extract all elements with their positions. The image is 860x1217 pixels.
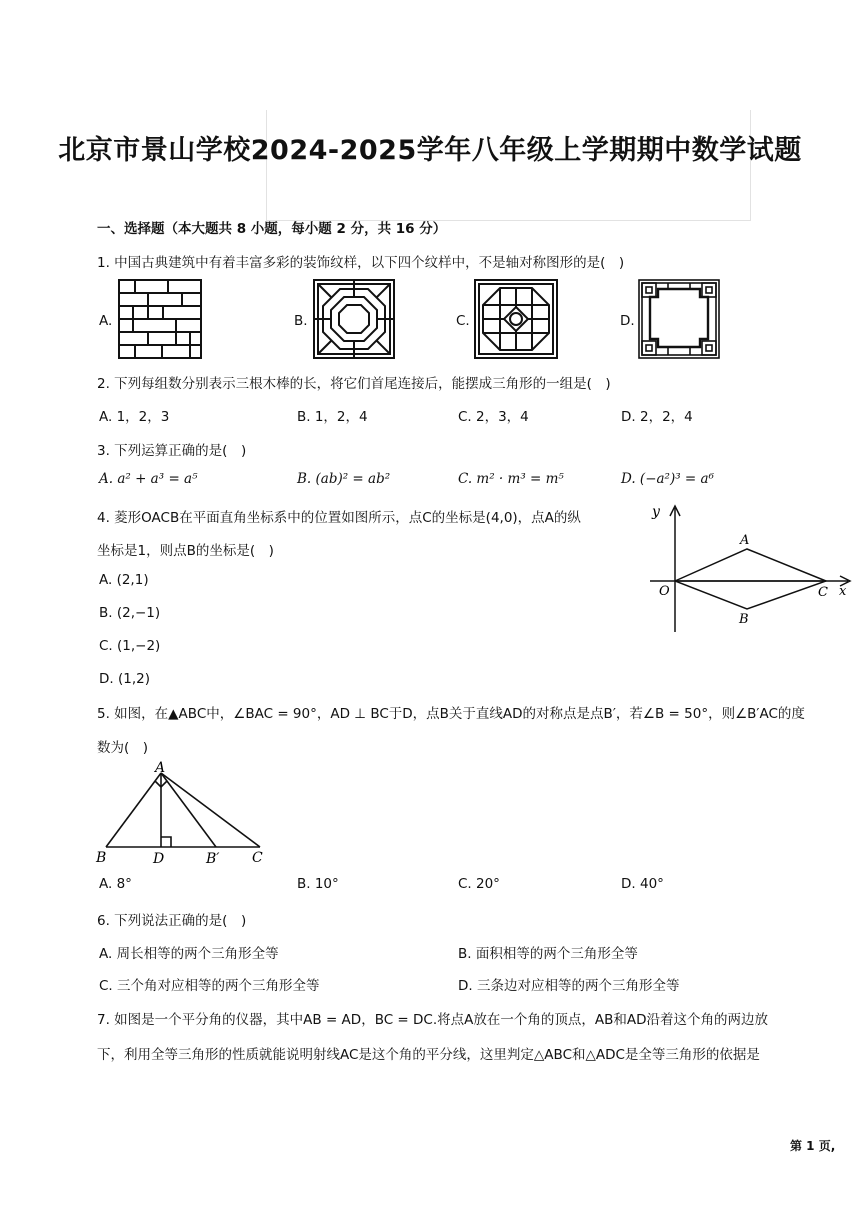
q5-label-d: D [153, 851, 165, 867]
q2-option-d: D. 2，2，4 [621, 409, 693, 425]
q4-stem-line2: 坐标是1，则点B的坐标是( ) [97, 543, 274, 559]
page-title: 北京市景山学校2024-2025学年八年级上学期期中数学试题 [58, 135, 802, 166]
q5-stem-line2: 数为( ) [97, 740, 149, 756]
q6-option-b: B. 面积相等的两个三角形全等 [458, 946, 638, 962]
q3-option-b: B. (ab)² = ab² [297, 471, 391, 487]
q5-segment-abp [161, 773, 216, 847]
q5-label-b: B [96, 850, 107, 866]
page-number: 第 1 页, [790, 1139, 836, 1153]
section-heading: 一、选择题（本大题共 8 小题，每小题 2 分，共 16 分） [97, 221, 447, 237]
q4-label-x: x [839, 584, 847, 599]
q5-option-d: D. 40° [621, 876, 664, 892]
q5-label-c: C [252, 850, 263, 866]
q5-option-c: C. 20° [458, 876, 500, 892]
q5-label-bprime: B′ [206, 851, 220, 867]
q5-figure [92, 757, 277, 867]
q5-right-angle-d [161, 837, 171, 847]
q4-label-a: A [740, 533, 750, 548]
q4-label-b: B [739, 612, 749, 627]
q4-figure [640, 500, 855, 635]
q4-label-y: y [652, 504, 660, 520]
q2-option-c: C. 2，3，4 [458, 409, 529, 425]
q7-line2: 下，利用全等三角形的性质就能说明射线AC是这个角的平分线，这里判定△ABC和△ADC是全等三角形的依据是 [97, 1047, 760, 1063]
q3-option-d: D. (−a²)³ = a⁶ [621, 471, 714, 487]
q1-pattern-c-icon [474, 279, 558, 359]
q2-option-a: A. 1，2，3 [99, 409, 170, 425]
q5-side-ac [161, 773, 260, 847]
q1-option-d-label: D. [620, 313, 635, 329]
q2-stem: 2. 下列每组数分别表示三根木棒的长，将它们首尾连接后，能摆成三角形的一组是( ) [97, 376, 611, 392]
q7-line1: 7. 如图是一个平分角的仪器，其中AB = AD，BC = DC.将点A放在一个角的顶点，AB和AD沿着这个角的两边放 [97, 1012, 769, 1028]
q3-option-c: C. m² · m³ = m⁵ [458, 471, 564, 487]
q4-option-d: D. (1,2) [99, 671, 150, 687]
q1-pattern-d-icon [638, 279, 720, 359]
q3-stem: 3. 下列运算正确的是( ) [97, 443, 247, 459]
q4-option-b: B. (2,−1) [99, 605, 161, 621]
q5-side-ab [106, 773, 161, 847]
q4-label-c: C [818, 585, 828, 600]
q4-label-o: O [659, 584, 670, 599]
q1-option-c-label: C. [456, 313, 470, 329]
q3-option-a: A. a² + a³ = a⁵ [99, 471, 198, 487]
q4-option-c: C. (1,−2) [99, 638, 161, 654]
q4-stem-line1: 4. 菱形OACB在平面直角坐标系中的位置如图所示，点C的坐标是(4,0)，点A的纵 [97, 510, 581, 526]
q5-option-a: A. 8° [99, 876, 132, 892]
q6-option-a: A. 周长相等的两个三角形全等 [99, 946, 279, 962]
q1-pattern-a-icon [118, 279, 202, 359]
q6-option-c: C. 三个角对应相等的两个三角形全等 [99, 978, 320, 994]
q4-rhombus [675, 549, 826, 609]
q5-option-b: B. 10° [297, 876, 339, 892]
q1-option-b-label: B. [294, 313, 308, 329]
q4-option-a: A. (2,1) [99, 572, 149, 588]
q5-label-a: A [155, 760, 166, 776]
q1-pattern-b-icon [313, 279, 395, 359]
q1-stem: 1. 中国古典建筑中有着丰富多彩的装饰纹样，以下四个纹样中，不是轴对称图形的是( ) [97, 255, 625, 271]
q2-option-b: B. 1，2，4 [297, 409, 368, 425]
q6-stem: 6. 下列说法正确的是( ) [97, 913, 247, 929]
q1-option-a-label: A. [99, 313, 113, 329]
q6-option-d: D. 三条边对应相等的两个三角形全等 [458, 978, 680, 994]
q5-stem-line1: 5. 如图，在▲ABC中，∠BAC = 90°，AD ⊥ BC于D，点B关于直线AD的对称点是点B′，若∠B = 50°，则∠B′AC的度 [97, 706, 805, 722]
